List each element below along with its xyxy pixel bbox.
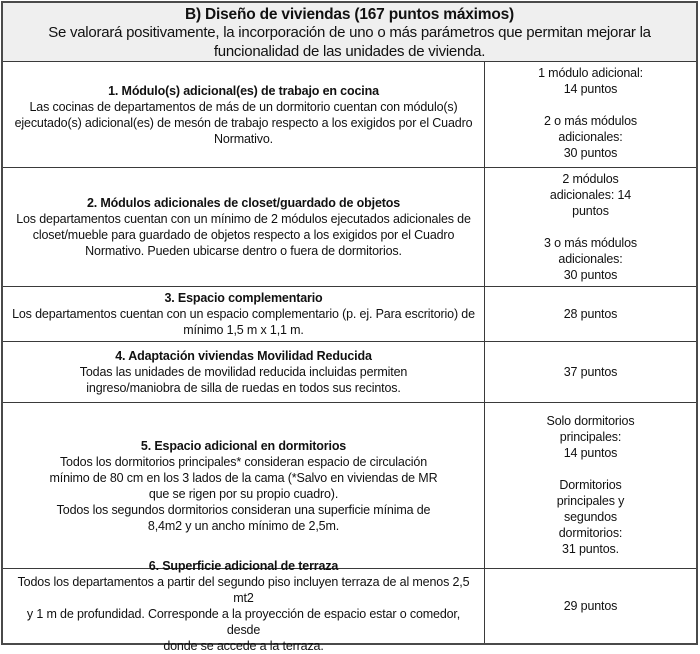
criterion-title: 4. Adaptación viviendas Movilidad Reducida xyxy=(115,349,372,363)
criterion-description: Los departamentos cuentan con un mínimo de 2 módulos ejecutados adicionales de closet/mueble para guardado de objetos respecto a los exigidos por el Cuadro Normativo. Pueden ubicarse dentro o fuera de dormitorios. xyxy=(16,212,471,258)
section-title: B) Diseño de viviendas (167 puntos máximos) xyxy=(184,6,515,23)
points-option: 2 o más módulos adicionales: 30 puntos xyxy=(544,114,637,160)
criterion-cell xyxy=(3,62,485,167)
points-option: 3 o más módulos adicionales: 30 puntos xyxy=(544,236,637,282)
table-row-complementary-space xyxy=(3,287,696,342)
table-header xyxy=(3,3,696,62)
criterion-description: Todos los departamentos a partir del segundo piso incluyen terraza de al menos 2,5 mt2 y 1 m de profundidad. Corresponde a la proyección de espacio estar o comedor, desde donde se accede a la terraza. xyxy=(17,575,470,653)
criterion-title: 2. Módulos adicionales de closet/guardado de objetos xyxy=(86,196,401,210)
points-option: 1 módulo adicional: 14 puntos xyxy=(538,66,643,96)
points-option: 2 módulos adicionales: 14 puntos xyxy=(549,172,632,218)
criterion-description: Los departamentos cuentan con un espacio complementario (p. ej. Para escritorio) de mínimo 1,5 m x 1,1 m. xyxy=(12,307,475,337)
table-row-bedroom-space xyxy=(3,403,696,569)
criterion-title: 5. Espacio adicional en dormitorios xyxy=(140,438,347,453)
points-cell xyxy=(485,342,696,402)
points-option: 37 puntos xyxy=(563,365,618,379)
scoring-table xyxy=(1,1,698,653)
criterion-cell xyxy=(3,559,485,653)
table-row-reduced-mobility xyxy=(3,342,696,403)
criterion-description: Todas las unidades de movilidad reducida incluidas permiten ingreso/maniobra de silla de ruedas en todos sus recintos. xyxy=(79,365,408,395)
criterion-cell xyxy=(3,403,485,568)
section-description: Se valorará positivamente, la incorporación de uno o más parámetros que permitan mejorar la funcionalidad de las unidades de vivienda. xyxy=(48,24,651,60)
criterion-cell xyxy=(3,287,485,341)
criterion-description: Todos los dormitorios principales* consideran espacio de circulación mínimo de 80 cm en los 3 lados de la cama (*Salvo en viviendas de MR que se rigen por su propio cuadro). Todos los segundos dormitorios consideran una superficie mínima de 8,4m2 y un ancho mínimo de 2,5m. xyxy=(49,454,438,533)
criterion-title: 6. Superficie adicional de terraza xyxy=(148,559,339,573)
criterion-description: Las cocinas de departamentos de más de un dormitorio cuentan con módulo(s) ejecutado(s) adicional(es) de mesón de trabajo respecto a los exigidos por el Cuadro Normativo. xyxy=(14,99,473,146)
points-option: 28 puntos xyxy=(563,307,618,321)
table-row-kitchen-modules xyxy=(3,62,696,168)
points-cell xyxy=(485,403,696,568)
points-option: 29 puntos xyxy=(563,599,618,613)
points-cell xyxy=(485,168,696,286)
criterion-cell xyxy=(3,342,485,402)
points-cell xyxy=(485,287,696,341)
points-cell xyxy=(485,569,696,643)
points-cell xyxy=(485,62,696,167)
table-row-terrace-surface xyxy=(3,559,696,653)
criterion-cell xyxy=(3,168,485,286)
points-option: Solo dormitorios principales: 14 puntos xyxy=(546,414,635,460)
criterion-title: 1. Módulo(s) adicional(es) de trabajo en cocina xyxy=(108,83,379,98)
table-row-closet-modules xyxy=(3,168,696,287)
criterion-title: 3. Espacio complementario xyxy=(164,291,323,305)
points-option: Dormitorios principales y segundos dormitorios: 31 puntos. xyxy=(556,478,625,556)
